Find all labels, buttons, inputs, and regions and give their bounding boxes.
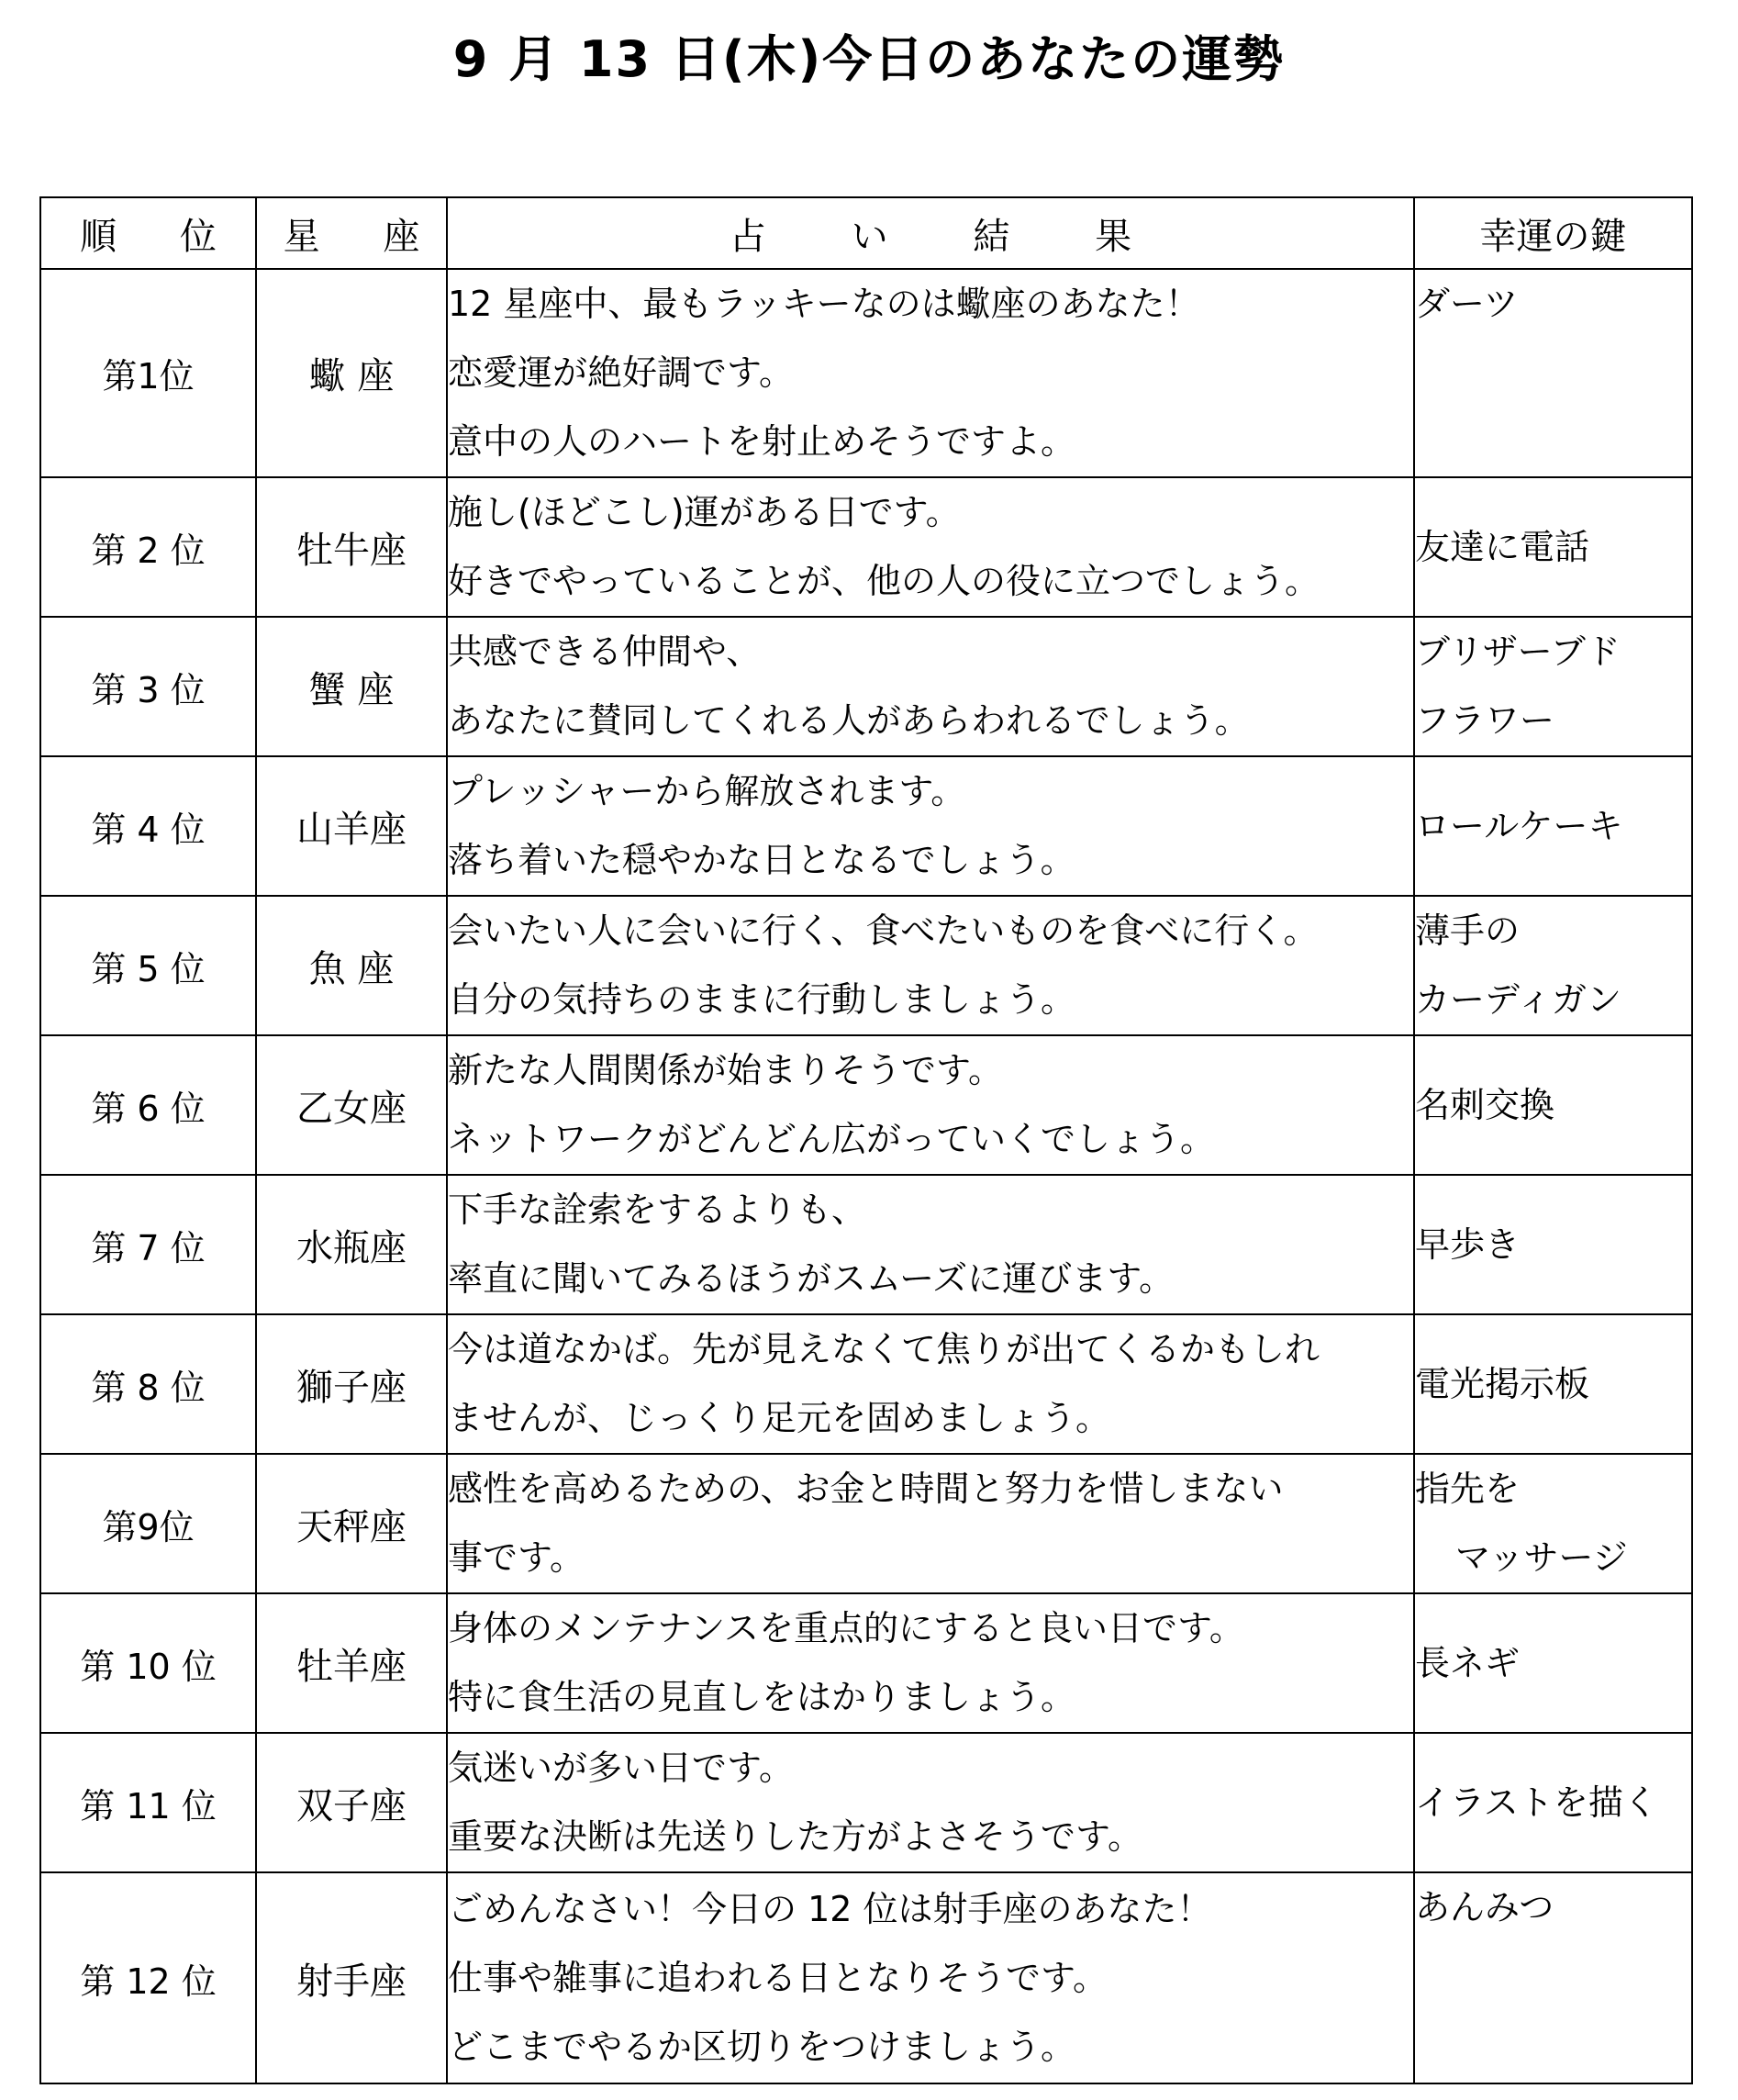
lucky-key-line: 長ネギ — [1415, 1642, 1521, 1683]
result-line: 気迷いが多い日です。 — [448, 1748, 794, 1788]
result-cell — [447, 477, 1414, 617]
sign-cell: 双子座 — [256, 1733, 447, 1872]
sign-cell: 射手座 — [256, 1872, 447, 2083]
lucky-key-line: フラワー — [1415, 700, 1555, 741]
lucky-key-line: 薄手の — [1415, 910, 1521, 951]
result-cell — [447, 1314, 1414, 1454]
result-line: どこまでやるか区切りをつけましょう。 — [448, 2026, 1076, 2067]
result-line: 身体のメンテナンスを重点的にすると良い日です。 — [448, 1608, 1244, 1648]
sign-cell: 蠍 座 — [256, 269, 447, 477]
result-cell — [447, 1593, 1414, 1733]
header-sign: 星 座 — [256, 197, 447, 269]
rank-cell: 第 3 位 — [40, 617, 256, 756]
result-cell — [447, 269, 1414, 477]
lucky-key-cell — [1414, 756, 1692, 896]
lucky-key-line: 友達に電話 — [1415, 526, 1590, 567]
rank-cell: 第 6 位 — [40, 1035, 256, 1175]
rank-cell: 第1位 — [40, 269, 256, 477]
result-line: 率直に聞いてみるほうがスムーズに運びます。 — [448, 1258, 1175, 1299]
result-line: 恋愛運が絶好調です。 — [448, 352, 794, 393]
result-cell — [447, 896, 1414, 1035]
table-row — [40, 1593, 1692, 1733]
header-rank: 順 位 — [40, 197, 256, 269]
lucky-key-cell — [1414, 1314, 1692, 1454]
result-line: 落ち着いた穏やかな日となるでしょう。 — [448, 840, 1075, 880]
result-line: プレッシャーから解放されます。 — [448, 771, 966, 811]
result-line: ネットワークがどんどん広がっていくでしょう。 — [448, 1119, 1216, 1159]
sign-cell: 牡羊座 — [256, 1593, 447, 1733]
result-line: 重要な決断は先送りした方がよさそうです。 — [448, 1816, 1142, 1857]
table-row — [40, 756, 1692, 896]
lucky-key-line: マッサージ — [1455, 1537, 1628, 1578]
table-row — [40, 1175, 1692, 1314]
sign-cell: 山羊座 — [256, 756, 447, 896]
rank-cell: 第 12 位 — [40, 1872, 256, 2083]
header-row — [40, 197, 1692, 269]
lucky-key-cell — [1414, 269, 1692, 477]
result-line: 事です。 — [448, 1537, 585, 1578]
result-line: 下手な詮索をするよりも、 — [448, 1190, 867, 1230]
page-title: 9 月 13 日(木)今日のあなたの運勢 — [452, 30, 1286, 88]
result-cell — [447, 1872, 1414, 2083]
table-row — [40, 269, 1692, 477]
result-line: ませんが、じっくり足元を固めましょう。 — [448, 1398, 1111, 1438]
sign-cell: 天秤座 — [256, 1454, 447, 1593]
lucky-key-line: あんみつ — [1415, 1887, 1554, 1927]
header-key: 幸運の鍵 — [1414, 197, 1692, 269]
rank-cell: 第 8 位 — [40, 1314, 256, 1454]
sign-cell: 魚 座 — [256, 896, 447, 1035]
sign-cell: 牡牛座 — [256, 477, 447, 617]
result-cell — [447, 756, 1414, 896]
lucky-key-line: 指先を — [1415, 1469, 1521, 1509]
table-row — [40, 896, 1692, 1035]
lucky-key-cell — [1414, 896, 1692, 1035]
sign-cell: 乙女座 — [256, 1035, 447, 1175]
table-row — [40, 477, 1692, 617]
sign-cell: 蟹 座 — [256, 617, 447, 756]
result-line: あなたに賛同してくれる人があらわれるでしょう。 — [448, 700, 1250, 741]
result-line: 意中の人のハートを射止めそうですよ。 — [448, 421, 1076, 462]
lucky-key-cell — [1414, 1454, 1692, 1593]
sign-cell: 水瓶座 — [256, 1175, 447, 1314]
lucky-key-cell — [1414, 1035, 1692, 1175]
rank-cell: 第9位 — [40, 1454, 256, 1593]
result-line: 施し(ほどこし)運がある日です。 — [448, 492, 961, 532]
result-cell — [447, 1733, 1414, 1872]
lucky-key-line: 電光掲示板 — [1415, 1363, 1590, 1404]
result-line: 特に食生活の見直しをはかりましょう。 — [448, 1677, 1076, 1717]
table-row — [40, 1035, 1692, 1175]
result-line: 会いたい人に会いに行く、食べたいものを食べに行く。 — [448, 910, 1319, 951]
rank-cell: 第 10 位 — [40, 1593, 256, 1733]
rank-cell: 第 11 位 — [40, 1733, 256, 1872]
lucky-key-cell — [1414, 477, 1692, 617]
rank-cell: 第 2 位 — [40, 477, 256, 617]
result-line: ごめんなさい！今日の 12 位は射手座のあなた！ — [448, 1888, 1212, 1929]
lucky-key-line: ダーツ — [1415, 284, 1519, 324]
lucky-key-cell — [1414, 1593, 1692, 1733]
result-line: 自分の気持ちのままに行動しましょう。 — [448, 979, 1076, 1020]
lucky-key-cell — [1414, 1175, 1692, 1314]
table-row — [40, 1314, 1692, 1454]
lucky-key-cell — [1414, 617, 1692, 756]
table-row — [40, 1733, 1692, 1872]
result-cell — [447, 1175, 1414, 1314]
result-line: 感性を高めるための、お金と時間と努力を惜しまない — [448, 1469, 1284, 1509]
lucky-key-line: カーディガン — [1415, 979, 1621, 1020]
table-row — [40, 1454, 1692, 1593]
lucky-key-cell — [1414, 1872, 1692, 2083]
table-row — [40, 1872, 1692, 2083]
lucky-key-line: イラストを描く — [1415, 1782, 1658, 1823]
header-result: 占 い 結 果 — [447, 197, 1414, 269]
result-line: 新たな人間関係が始まりそうです。 — [448, 1050, 1003, 1090]
lucky-key-line: 早歩き — [1415, 1223, 1521, 1265]
result-line: 12 星座中、最もラッキーなのは蠍座のあなた！ — [448, 284, 1200, 324]
result-line: 好きでやっていることが、他の人の役に立つでしょう。 — [448, 561, 1320, 601]
result-line: 仕事や雑事に追われる日となりそうです。 — [448, 1957, 1108, 1998]
table-row — [40, 617, 1692, 756]
fortune-table — [39, 196, 1693, 2084]
result-line: 今は道なかば。先が見えなくて焦りが出てくるかもしれ — [448, 1329, 1320, 1369]
result-cell — [447, 1035, 1414, 1175]
rank-cell: 第 7 位 — [40, 1175, 256, 1314]
lucky-key-line: ロールケーキ — [1415, 805, 1623, 846]
rank-cell: 第 5 位 — [40, 896, 256, 1035]
lucky-key-cell — [1414, 1733, 1692, 1872]
result-line: 共感できる仲間や、 — [448, 631, 762, 672]
lucky-key-line: 名刺交換 — [1415, 1084, 1555, 1125]
result-cell — [447, 1454, 1414, 1593]
sign-cell: 獅子座 — [256, 1314, 447, 1454]
lucky-key-line: ブリザーブド — [1415, 631, 1621, 672]
rank-cell: 第 4 位 — [40, 756, 256, 896]
result-cell — [447, 617, 1414, 756]
